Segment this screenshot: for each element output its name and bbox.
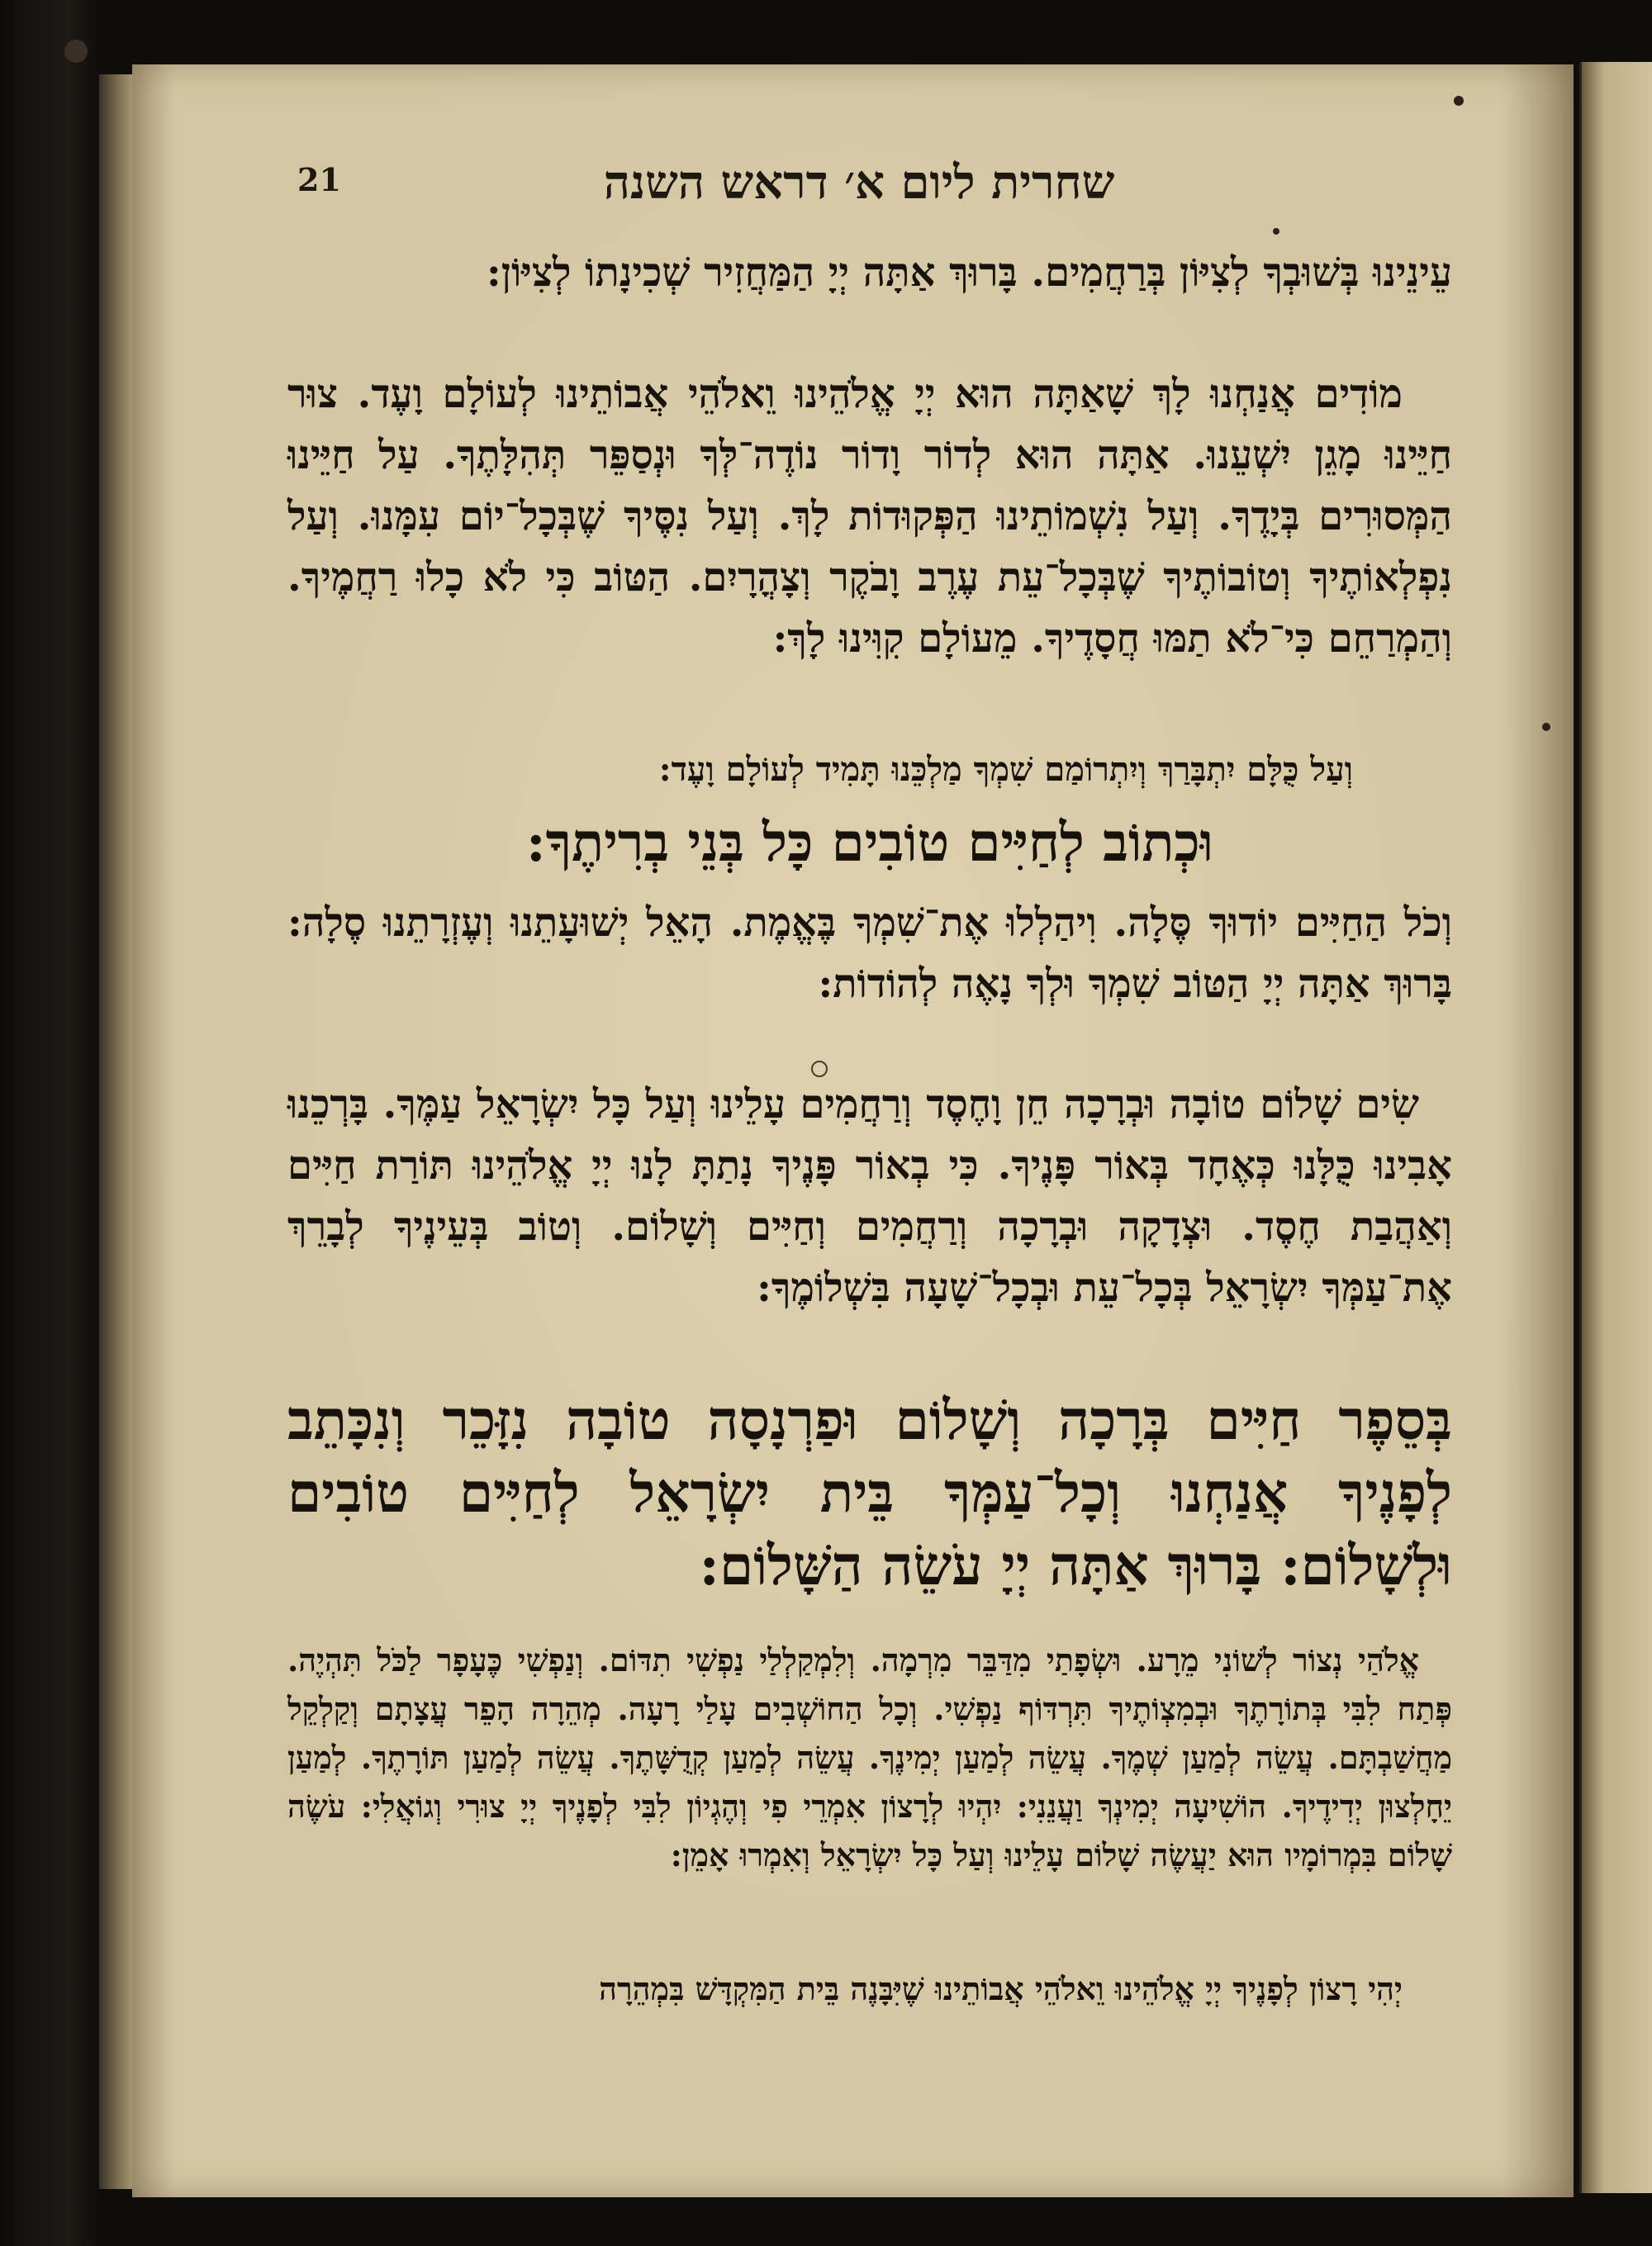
paragraph-text: מוֹדִים אֲנַחְנוּ לָךְ שָׁאַתָּה הוּא יְיָ אֱלֹהֵינוּ וֵאלֹהֵי אֲבוֹתֵינוּ לְעוֹלָם וָעֶד. צוּר חַיֵּינוּ מָגֵן יִשְׁעֵנוּ. אַתָּה הוּא לְדוֹר וָדוֹר נוֹדֶה־לְּךָ וּנְסַפֵּר תְּהִלָּתֶךָ. עַל חַיֵּינוּ הַמְּסוּרִים בְּיָדֶךָ. וְעַל נִשְׁמוֹתֵינוּ הַפְּקוּדוֹת לָךְ. וְעַל נִסֶּיךָ שֶׁבְּכָל־יוֹם עִמָּנוּ. וְעַל נִפְלְאוֹתֶיךָ וְטוֹבוֹתֶיךָ שֶׁבְּכָל־עֵת עֶרֶב וָבֹקֶר וְצָהֳרָיִם. הַטּוֹב כִּי לֹא כָלוּ רַחֲמֶיךָ. וְהַמְרַחֵם כִּי־לֹא תַמּוּ חֲסָדֶיךָ. מֵעוֹלָם קִוִּינוּ לָךְ:: [287, 371, 1452, 662]
page-number: 21: [297, 161, 341, 198]
prayer-paragraph-sim-shalom: [287, 1074, 1452, 1318]
prayer-paragraph-vekhol-hachayim: [287, 892, 1452, 1014]
insertion-ukhtov: [287, 805, 1493, 881]
prayer-line-veal-kulam: [287, 748, 1452, 792]
paragraph-text: אֱלֹהַי נְצוֹר לְשׁוֹנִי מֵרָע. וּשְׂפָתַי מִדַּבֵּר מִרְמָה. וְלִמְקַלְלַי נַפְשִׁי תִדּוֹם. וְנַפְשִׁי כֶּעָפָר לַכֹּל תִּהְיֶה. פְּתַח לִבִּי בְּתוֹרָתֶךָ וּבְמִצְוֹתֶיךָ תִּרְדּוֹף נַפְשִׁי. וְכָל הַחוֹשְׁבִים עָלַי רָעָה. מְהֵרָה הָפֵר עֲצָתָם וְקַלְקֵל מַחֲשַׁבְתָּם. עֲשֵׂה לְמַעַן שְׁמֶךָ. עֲשֵׂה לְמַעַן יְמִינֶךָ. עֲשֵׂה לְמַעַן קְדֻשָּׁתֶךָ. עֲשֵׂה לְמַעַן תּוֹרָתֶךָ. לְמַעַן יֵחָלְצוּן יְדִידֶיךָ. הוֹשִׁיעָה יְמִינְךָ וַעֲנֵנִי: יִהְיוּ לְרָצוֹן אִמְרֵי פִי וְהֶגְיוֹן לִבִּי לְפָנֶיךָ יְיָ צוּרִי וְגוֹאֲלִי: עֹשֶׂה שָׁלוֹם בִּמְרוֹמָיו הוּא יַעֲשֶׂה שָׁלוֹם עָלֵינוּ וְעַל כָּל יִשְׂרָאֵל וְאִמְרוּ אָמֵן:: [287, 1641, 1453, 1873]
prayer-line-yehi-ratzon: [287, 1966, 1452, 2012]
paragraph-text: וּכְתוֹב לְחַיִּים טוֹבִים כָּל בְּנֵי בְרִיתֶךָ:: [525, 812, 1214, 874]
paragraph-text: יְהִי רָצוֹן לְפָנֶיךָ יְיָ אֱלֹהֵינוּ וֵאלֹהֵי אֲבוֹתֵינוּ שֶׁיִּבָּנֶה בֵּית הַמִּקְדָּשׁ בִּמְהֵרָה: [599, 1970, 1403, 2007]
paragraph-text: וְעַל כֻּלָּם יִתְבָּרַךְ וְיִתְרוֹמַם שִׁמְךָ מַלְכֵּנוּ תָּמִיד לְעוֹלָם וָעֶד:: [658, 750, 1353, 789]
running-head: שחרית ליום א׳ דראש השנה: [603, 155, 1115, 210]
paragraph-text: עֵינֵינוּ בְּשׁוּבְךָ לְצִיּוֹן בְּרַחֲמִים. בָּרוּךְ אַתָּה יְיָ הַמַּחֲזִיר שְׁכִינָתוֹ לְצִיּוֹן:: [487, 249, 1452, 296]
prayer-paragraph-modim: [287, 363, 1452, 669]
prayer-paragraph-elohai-netzor: [287, 1636, 1452, 1879]
paragraph-text: בְּסֵפֶר חַיִּים בְּרָכָה וְשָׁלוֹם וּפַרְנָסָה טוֹבָה נִזָּכֵר וְנִכָּתֵב לְפָנֶיךָ אֲנַחְנוּ וְכָל־עַמְּךָ בֵּית יִשְׂרָאֵל לְחַיִּים טוֹבִים וּלְשָׁלוֹם: בָּרוּךְ אַתָּה יְיָ עֹשֵׂה הַשָּׁלוֹם:: [287, 1388, 1452, 1598]
facing-page-edge: [1579, 62, 1652, 2193]
prayer-paragraph-1: [287, 241, 1452, 304]
paragraph-text: שִׂים שָׁלוֹם טוֹבָה וּבְרָכָה חֵן וָחֶסֶד וְרַחֲמִים עָלֵינוּ וְעַל כָּל יִשְׂרָאֵל עַמֶּךָ. בָּרְכֵנוּ אָבִינוּ כֻּלָּנוּ כְּאֶחָד בְּאוֹר פָּנֶיךָ. כִּי בְאוֹר פָּנֶיךָ נָתַתָּ לָנוּ יְיָ אֱלֹהֵינוּ תּוֹרַת חַיִּים וְאַהֲבַת חֶסֶד. וּצְדָקָה וּבְרָכָה וְרַחֲמִים וְחַיִּים וְשָׁלוֹם. וְטוֹב בְּעֵינֶיךָ לְבָרֵךְ אֶת־עַמְּךָ יִשְׂרָאֵל בְּכָל־עֵת וּבְכָל־שָׁעָה בִּשְׁלוֹמֶךָ:: [287, 1081, 1452, 1311]
insertion-besefer-chayim: [287, 1384, 1477, 1602]
paragraph-text: וְכֹל הַחַיִּים יוֹדוּךָ סֶּלָה. וִיהַלְלוּ אֶת־שִׁמְךָ בֶּאֱמֶת. הָאֵל יְשׁוּעָתֵנוּ וְעֶזְרָתֵנוּ סֶלָה: בָּרוּךְ אַתָּה יְיָ הַטּוֹב שִׁמְךָ וּלְךָ נָאֶה לְהוֹדוֹת:: [287, 900, 1453, 1007]
